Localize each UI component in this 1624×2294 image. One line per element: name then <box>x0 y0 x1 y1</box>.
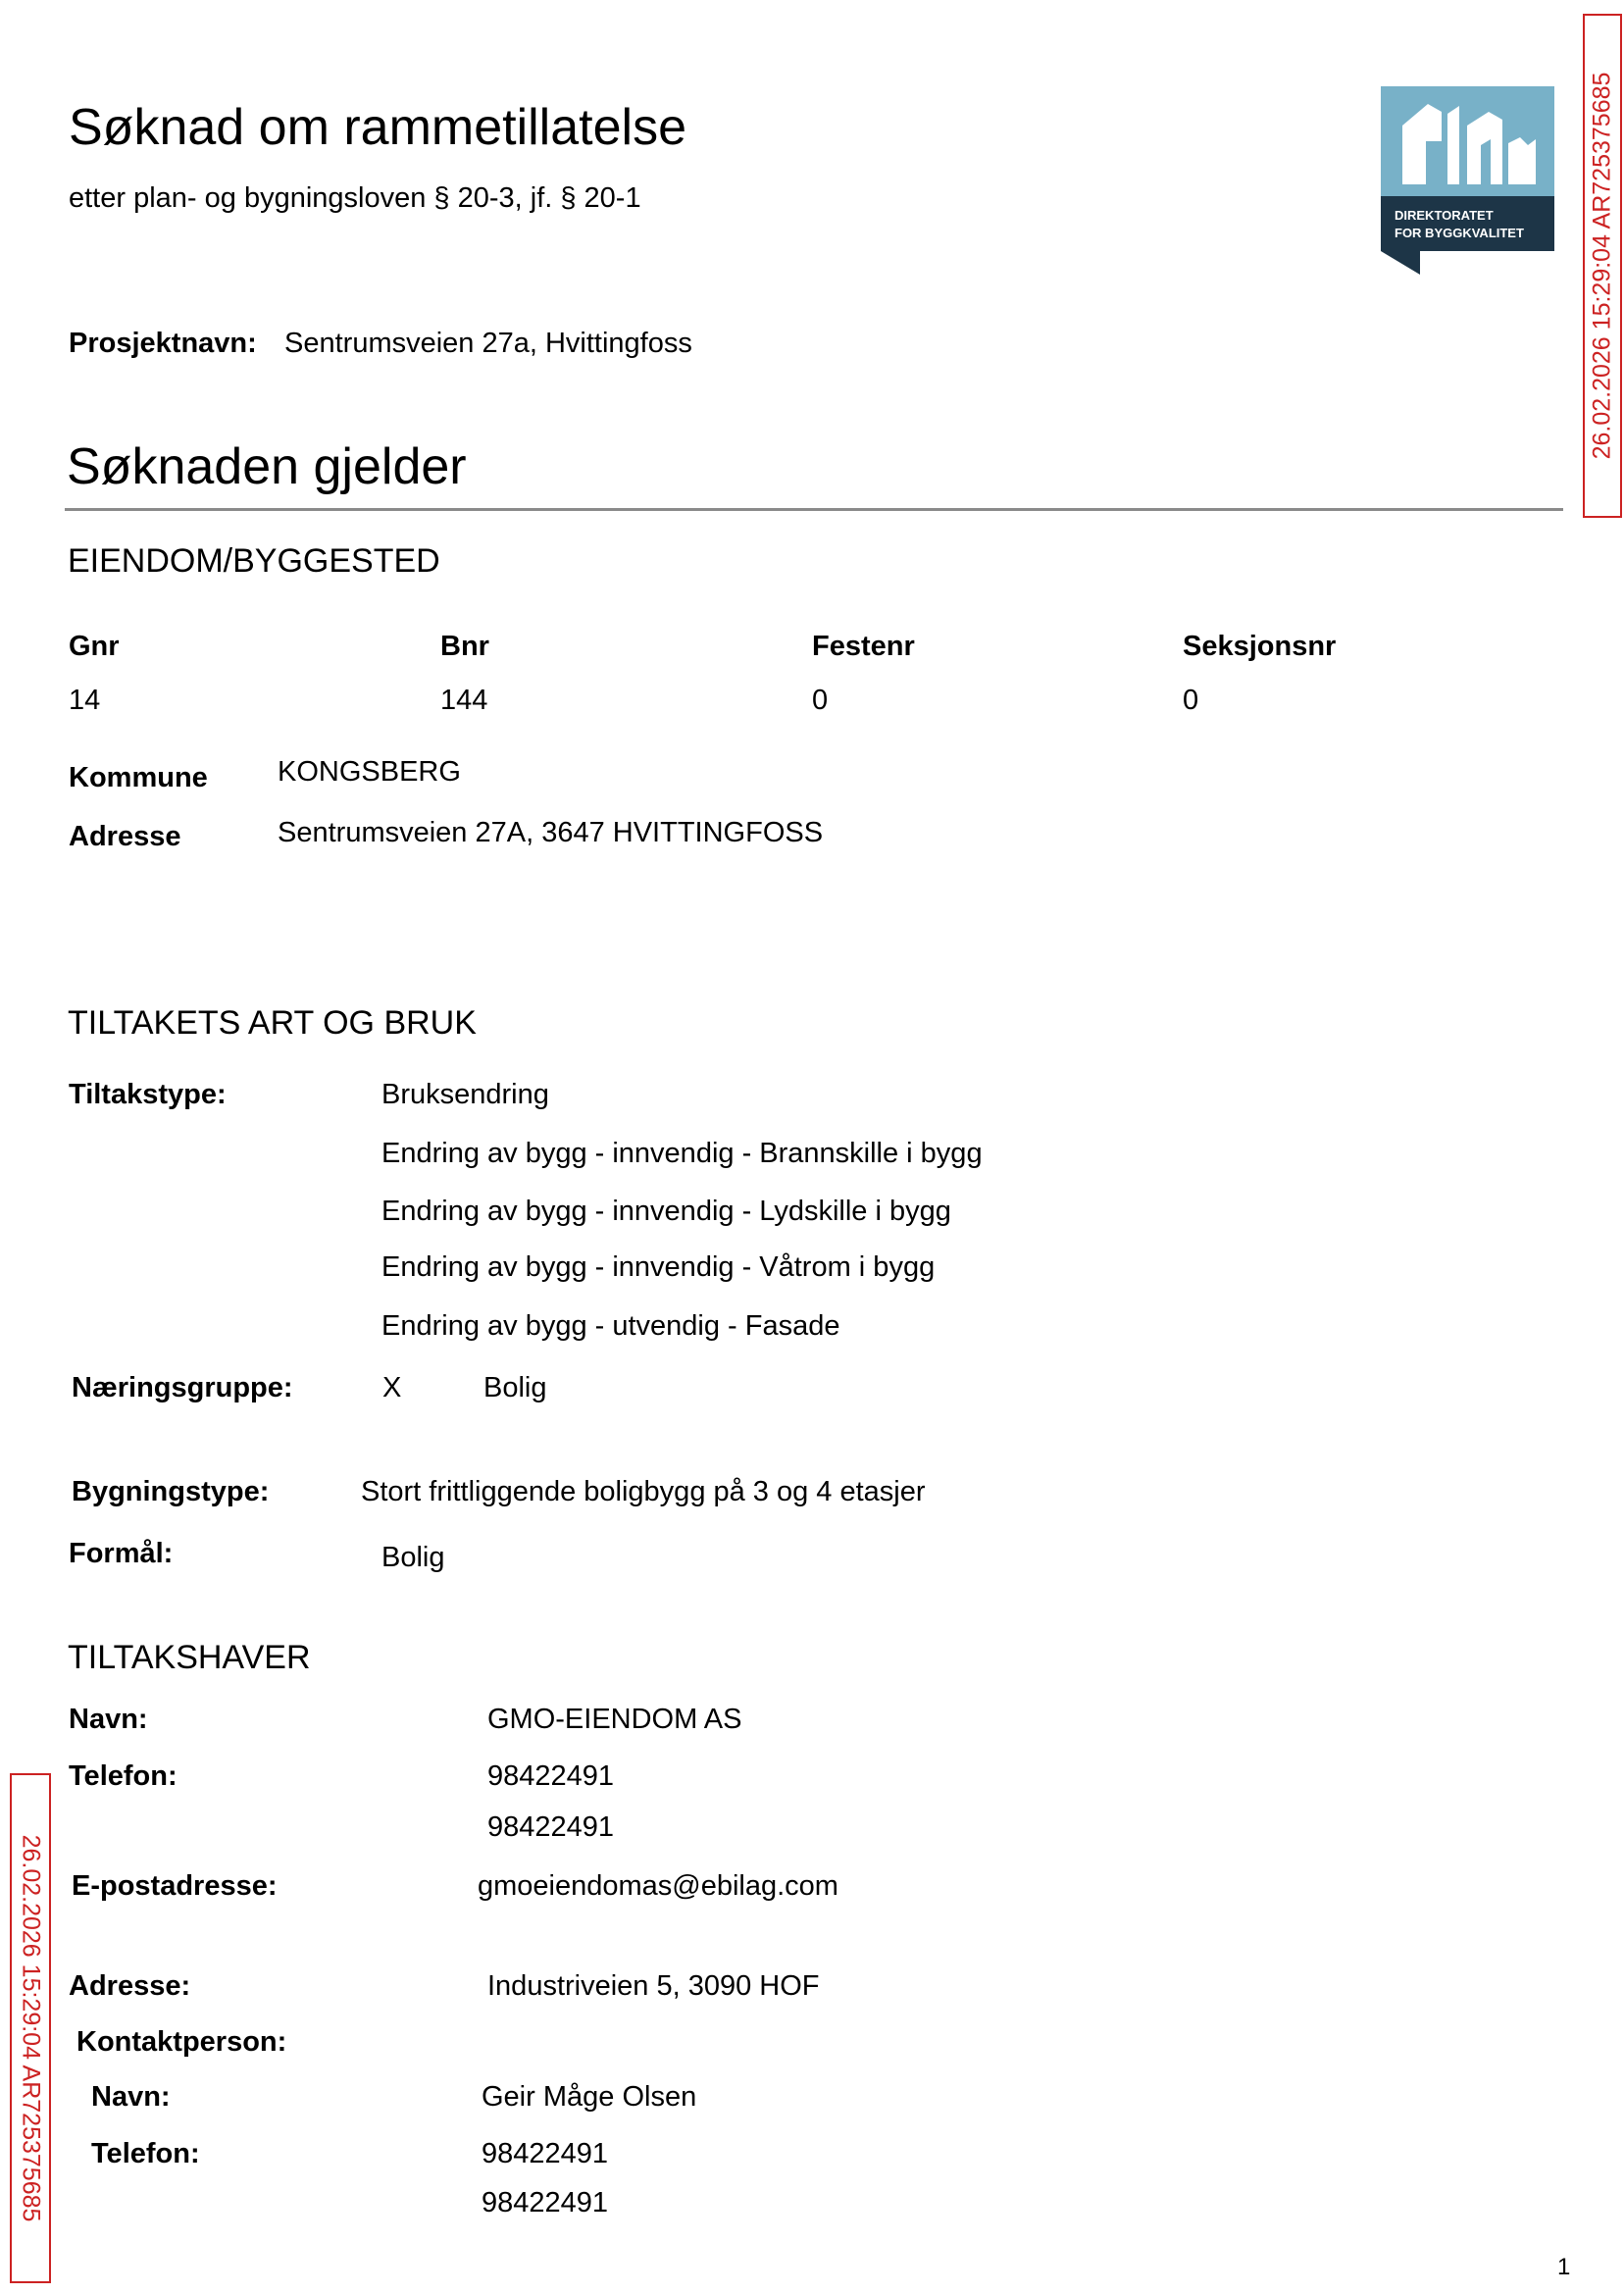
bygningstype-label: Bygningstype: <box>72 1476 270 1507</box>
festenr-value: 0 <box>812 685 829 716</box>
kontakt-telefon-label: Telefon: <box>91 2138 200 2169</box>
owner-epost-label: E-postadresse: <box>72 1870 278 1902</box>
section-divider <box>65 508 1563 511</box>
bygningstype-value: Stort frittliggende boligbygg på 3 og 4 etasjer <box>361 1476 926 1507</box>
festenr-label: Festenr <box>812 631 915 662</box>
project-name-value: Sentrumsveien 27a, Hvittingfoss <box>284 328 692 359</box>
formal-label: Formål: <box>69 1538 174 1569</box>
naeringsgruppe-code: X <box>382 1372 402 1403</box>
seksjonsnr-label: Seksjonsnr <box>1183 631 1337 662</box>
tiltakstype-item: Endring av bygg - innvendig - Brannskille i bygg <box>381 1138 983 1169</box>
kontakt-navn-label: Navn: <box>91 2081 171 2113</box>
kontakt-telefon-value: 98422491 <box>482 2187 609 2218</box>
stamp-left <box>10 1773 51 2283</box>
owner-heading: TILTAKSHAVER <box>68 1639 311 1676</box>
document-subtitle: etter plan- og bygningsloven § 20-3, jf. § 20-1 <box>69 182 641 214</box>
owner-navn-value: GMO-EIENDOM AS <box>487 1704 742 1735</box>
naeringsgruppe-value: Bolig <box>483 1372 547 1403</box>
dibk-logo-graphic <box>1381 86 1554 275</box>
adresse-value: Sentrumsveien 27A, 3647 HVITTINGFOSS <box>278 817 824 848</box>
kontakt-telefon-value: 98422491 <box>482 2138 609 2169</box>
tiltakstype-item: Bruksendring <box>381 1079 549 1110</box>
section-title: Søknaden gjelder <box>67 438 467 495</box>
measure-heading: TILTAKETS ART OG BRUK <box>68 1004 477 1042</box>
owner-epost-value: gmoeiendomas@ebilag.com <box>478 1870 838 1902</box>
tiltakstype-item: Endring av bygg - innvendig - Våtrom i bygg <box>381 1251 936 1283</box>
logo-line-2: FOR BYGGKVALITET <box>1395 226 1524 240</box>
property-heading: EIENDOM/BYGGESTED <box>68 542 440 580</box>
owner-navn-label: Navn: <box>69 1704 148 1735</box>
tiltakstype-item: Endring av bygg - innvendig - Lydskille i bygg <box>381 1196 951 1227</box>
page-number: 1 <box>1557 2254 1571 2280</box>
kontakt-navn-value: Geir Måge Olsen <box>482 2081 697 2113</box>
adresse-label: Adresse <box>69 821 181 852</box>
gnr-label: Gnr <box>69 631 120 662</box>
logo-line-1: DIREKTORATET <box>1395 208 1494 223</box>
formal-value: Bolig <box>381 1542 445 1573</box>
owner-telefon-value: 98422491 <box>487 1760 615 1792</box>
seksjonsnr-value: 0 <box>1183 685 1199 716</box>
owner-telefon-value: 98422491 <box>487 1811 615 1843</box>
owner-adresse-label: Adresse: <box>69 1970 191 2002</box>
naeringsgruppe-label: Næringsgruppe: <box>72 1372 293 1403</box>
bnr-value: 144 <box>440 685 488 716</box>
tiltakstype-item: Endring av bygg - utvendig - Fasade <box>381 1310 840 1342</box>
stamp-top-right <box>1583 14 1622 518</box>
kontaktperson-label: Kontaktperson: <box>76 2026 287 2058</box>
tiltakstype-label: Tiltakstype: <box>69 1079 227 1110</box>
bnr-label: Bnr <box>440 631 489 662</box>
stamp-left-text: 26.02.2026 15:29:04 AR725375685 <box>17 1834 45 2222</box>
owner-adresse-value: Industriveien 5, 3090 HOF <box>487 1970 820 2002</box>
gnr-value: 14 <box>69 685 101 716</box>
kommune-value: KONGSBERG <box>278 756 461 788</box>
document-title: Søknad om rammetillatelse <box>69 99 686 156</box>
dibk-logo <box>1381 86 1554 275</box>
project-name-label: Prosjektnavn: <box>69 328 257 359</box>
stamp-top-right-text: 26.02.2026 15:29:04 AR725375685 <box>1588 72 1616 460</box>
owner-telefon-label: Telefon: <box>69 1760 178 1792</box>
kommune-label: Kommune <box>69 762 208 793</box>
